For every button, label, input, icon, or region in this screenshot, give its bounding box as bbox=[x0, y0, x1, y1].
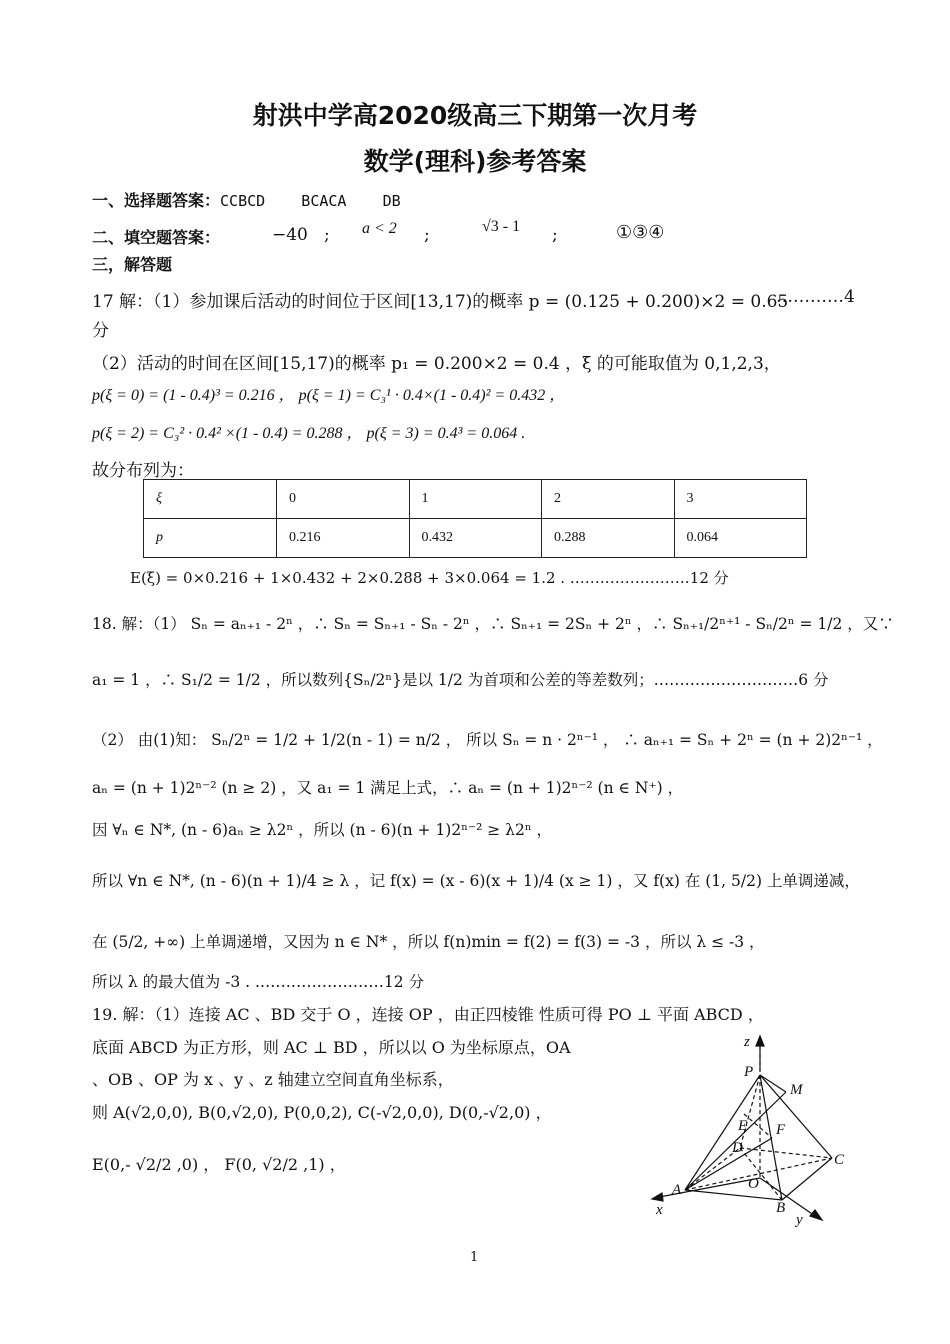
q17-expectation: E(ξ) = 0×0.216 + 1×0.432 + 2×0.288 + 3×0.064 = 1.2 . ……………………12 分 bbox=[130, 569, 729, 587]
q19-line-1: 19. 解：（1）连接 AC 、BD 交于 O ，连接 OP ，由正四棱锥 性质可得 PO ⊥ 平面 ABCD ， bbox=[92, 1005, 764, 1024]
section1-answers: CCBCD BCACA DB bbox=[220, 192, 401, 210]
fill-sep-1: ; bbox=[324, 225, 330, 245]
q17-line-5: 故分布列为： bbox=[92, 461, 194, 481]
label-y: y bbox=[796, 1212, 803, 1228]
page-number: 1 bbox=[470, 1250, 479, 1265]
table-cell: 0 bbox=[277, 480, 410, 519]
q18-line-6: 所以 ∀n ∈ N*, (n - 6)(n + 1)/4 ≥ λ ，记 f(x) = (x - 6)(x + 1)/4 (x ≥ 1) ，又 f(x) 在 (1, 5/2) 上单调递减， bbox=[92, 872, 860, 890]
label-D: D bbox=[732, 1140, 743, 1156]
table-cell: p bbox=[144, 519, 277, 558]
table-row bbox=[144, 519, 807, 558]
label-F: F bbox=[776, 1122, 786, 1138]
label-E: E bbox=[738, 1118, 748, 1134]
q18-line-8: 所以 λ 的最大值为 -3 . .……………………12 分 bbox=[92, 973, 425, 991]
fill-answer-3: √3 - 1 bbox=[482, 218, 521, 235]
label-A: A bbox=[672, 1182, 682, 1198]
label-x: x bbox=[656, 1202, 663, 1218]
section2-label: 二、填空题答案： bbox=[92, 228, 221, 247]
table-cell: ξ bbox=[144, 480, 277, 519]
table-cell: 0.432 bbox=[409, 519, 542, 558]
q18-line-3: （2） 由(1)知： Sₙ/2ⁿ = 1/2 + 1/2(n - 1) = n/2 ， 所以 Sₙ = n · 2ⁿ⁻¹ ， ∴ aₙ₊₁ = Sₙ + 2ⁿ = (n + 2)2ⁿ⁻¹ ， bbox=[92, 731, 883, 749]
table-cell: 0.216 bbox=[277, 519, 410, 558]
label-M: M bbox=[790, 1082, 803, 1098]
q18-line-7: 在 (5/2, +∞) 上单调递增，又因为 n ∈ N* ，所以 f(n)min = f(2) = f(3) = -3 ，所以 λ ≤ -3 ， bbox=[92, 933, 765, 951]
fill-answer-2: a < 2 bbox=[362, 220, 397, 237]
x-axis bbox=[654, 1178, 760, 1198]
section1-line bbox=[92, 188, 401, 211]
q17-line-2: （2）活动的时间在区间[15,17)的概率 p₁ = 0.200×2 = 0.4 ，ξ 的可能取值为 0,1,2,3， bbox=[92, 354, 781, 374]
section3-label: 三，解答题 bbox=[92, 255, 173, 274]
table-cell: 2 bbox=[542, 480, 675, 519]
section1-label: 一、选择题答案： bbox=[92, 191, 221, 210]
table-cell: 1 bbox=[409, 480, 542, 519]
q19-line-5: E(0,- √2/2 ,0) ， F(0, √2/2 ,1) ， bbox=[92, 1155, 346, 1174]
label-P: P bbox=[744, 1064, 754, 1080]
q18-line-4: aₙ = (n + 1)2ⁿ⁻² (n ≥ 2) ，又 a₁ = 1 满足上式，∴ aₙ = (n + 1)2ⁿ⁻² (n ∈ N⁺) ， bbox=[92, 779, 684, 797]
fill-sep-2: ; bbox=[424, 225, 430, 245]
fill-answer-4: ①③④ bbox=[616, 222, 665, 243]
table-cell: 0.288 bbox=[542, 519, 675, 558]
q19-line-2: 底面 ABCD 为正方形，则 AC ⊥ BD ，所以以 O 为坐标原点，OA bbox=[92, 1038, 571, 1057]
q19-line-3: 、OB 、OP 为 x 、y 、z 轴建立空间直角坐标系， bbox=[92, 1070, 454, 1089]
label-B: B bbox=[776, 1200, 786, 1216]
q17-line-1-dots: …………4 bbox=[776, 287, 855, 307]
label-O: O bbox=[748, 1176, 759, 1192]
q19-line-4: 则 A(√2,0,0), B(0,√2,0), P(0,0,2), C(-√2,0,0), D(0,-√2,0) ， bbox=[92, 1103, 552, 1122]
pyramid-figure bbox=[640, 1030, 870, 1230]
fill-sep-3: ; bbox=[552, 225, 558, 245]
y-axis bbox=[760, 1178, 818, 1218]
q17-line-3: p(ξ = 0) = (1 - 0.4)³ = 0.216 ， p(ξ = 1) = C₃¹ · 0.4×(1 - 0.4)² = 0.432 ， bbox=[92, 387, 566, 404]
q18-line-2: a₁ = 1 ，∴ S₁/2 = 1/2 ，所以数列{Sₙ/2ⁿ}是以 1/2 为首项和公差的等差数列；.………………………6 分 bbox=[92, 671, 829, 689]
label-z: z bbox=[744, 1034, 750, 1050]
table-cell: 3 bbox=[674, 480, 807, 519]
q17-line-1b: 分 bbox=[92, 321, 109, 341]
q17-line-4: p(ξ = 2) = C₃² · 0.4² ×(1 - 0.4) = 0.288 ， p(ξ = 3) = 0.4³ = 0.064 . bbox=[92, 425, 526, 442]
q18-line-1: 18. 解：（1） Sₙ = aₙ₊₁ - 2ⁿ ，∴ Sₙ = Sₙ₊₁ - Sₙ - 2ⁿ ，∴ Sₙ₊₁ = 2Sₙ + 2ⁿ ，∴ Sₙ₊₁/2ⁿ⁺¹ - Sₙ/2ⁿ = 1/2 ，又∵ bbox=[92, 615, 894, 633]
page-title: 射洪中学高2020级高三下期第一次月考 bbox=[252, 101, 698, 130]
fill-answer-1: −40 bbox=[272, 225, 308, 245]
page-subtitle: 数学(理科)参考答案 bbox=[363, 147, 587, 176]
table-cell: 0.064 bbox=[674, 519, 807, 558]
q18-line-5: 因 ∀ₙ ∈ N*, (n - 6)aₙ ≥ λ2ⁿ ，所以 (n - 6)(n + 1)2ⁿ⁻² ≥ λ2ⁿ ， bbox=[92, 821, 552, 839]
distribution-table bbox=[143, 479, 807, 558]
table-row bbox=[144, 480, 807, 519]
label-C: C bbox=[834, 1152, 845, 1168]
q17-line-1: 17 解：（1）参加课后活动的时间位于区间[13,17)的概率 p = (0.125 + 0.200)×2 = 0.65 bbox=[92, 292, 789, 312]
